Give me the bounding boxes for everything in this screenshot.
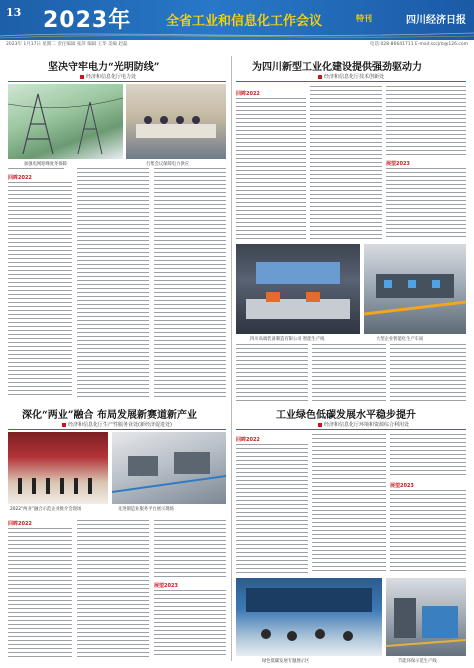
banner-special-label: 特刊 xyxy=(356,14,372,23)
article1-headline: 坚决守牢电力“光明防线” xyxy=(48,62,160,73)
article1-caption-right: 召集会议保障电力供应 xyxy=(146,162,189,167)
article4-byline-text: 经济和信息化厅环境和资源综合利用处 xyxy=(324,422,410,428)
article3-photo-left xyxy=(8,432,108,504)
article2-column2 xyxy=(310,86,382,240)
article1-rule xyxy=(8,81,226,82)
article3-caption-left: 2022“两业”融合示范企业推介会现场 xyxy=(10,507,82,512)
article3-byline-text: 经济和信息化厅生产性服务业处(新经济促进处) xyxy=(68,422,172,428)
article1-lead-text xyxy=(8,168,64,172)
article3-column3-top xyxy=(154,520,226,578)
article2-column5 xyxy=(312,344,386,402)
article3-photo-right xyxy=(112,432,226,504)
article1-photo-right xyxy=(126,84,226,159)
article2-column3-top xyxy=(386,86,466,156)
article1-column1 xyxy=(8,182,72,397)
production-hall-graphic xyxy=(112,432,226,504)
power-tower-graphic xyxy=(8,84,123,159)
article1-caption-left: 加强电网迎峰度冬保障 xyxy=(24,162,67,167)
article2-tag-left: 回眸2022 xyxy=(236,91,260,97)
workshop-graphic xyxy=(364,244,466,334)
article1-column2 xyxy=(77,168,149,397)
article4-caption-left: 绿色低碳发展专题展示区 xyxy=(262,659,310,664)
factory-line-graphic xyxy=(236,244,360,334)
article3-headline: 深化“两业”融合 布局发展新赛道新产业 xyxy=(22,410,197,421)
article2-caption-right: 大型企业智能化生产车间 xyxy=(376,337,424,342)
article3-column3-bottom xyxy=(154,590,226,658)
article4-caption-right: 节能环保示范生产线 xyxy=(398,659,437,664)
meeting-room-graphic xyxy=(126,84,226,159)
article1-column3 xyxy=(154,168,226,397)
banner-meeting-title: 全省工业和信息化工作会议 xyxy=(166,14,323,29)
byline-marker-icon xyxy=(62,423,66,427)
article3-rule xyxy=(8,429,226,430)
article2-photo-right xyxy=(364,244,466,334)
article2-byline-text: 经济和信息化厅技术创新处 xyxy=(324,74,385,80)
byline-marker-icon xyxy=(80,75,84,79)
article2-column3-bottom xyxy=(386,168,466,240)
article2-headline: 为四川新型工业化建设提供强劲驱动力 xyxy=(252,62,422,73)
byline-marker-icon xyxy=(318,423,322,427)
article2-column1 xyxy=(236,98,306,240)
banner-decor-lines xyxy=(0,30,474,40)
article1-photo-left xyxy=(8,84,123,159)
article3-column2 xyxy=(77,520,149,658)
article4-tag-left: 回眸2022 xyxy=(236,437,260,443)
page-number: 13 xyxy=(6,6,22,19)
article2-rule xyxy=(236,81,466,82)
article2-byline xyxy=(318,73,384,80)
article2-photo-left xyxy=(236,244,360,334)
masthead-banner xyxy=(0,0,474,40)
ceremony-stage-graphic xyxy=(8,432,108,504)
article4-column1 xyxy=(236,444,308,574)
column-divider-bottom xyxy=(231,406,232,661)
article2-column4 xyxy=(236,344,308,402)
article4-byline xyxy=(318,421,409,428)
column-divider-top xyxy=(231,56,232,406)
article4-column3-top xyxy=(390,434,466,478)
article1-byline xyxy=(80,73,136,80)
banner-year: 2023年 xyxy=(43,8,132,33)
byline-marker-icon xyxy=(318,75,322,79)
article1-tag: 回眸2022 xyxy=(8,175,32,181)
article4-tag-right: 展望2023 xyxy=(390,483,414,489)
article3-tag-left: 回眸2022 xyxy=(8,521,32,527)
article4-column3-bottom xyxy=(390,490,466,574)
exhibition-graphic xyxy=(236,578,382,656)
article2-column6 xyxy=(390,344,466,402)
article3-tag-right: 展望2023 xyxy=(154,583,178,589)
article3-byline xyxy=(62,421,172,428)
article4-photo-left xyxy=(236,578,382,656)
article4-rule xyxy=(236,429,466,430)
article4-column2 xyxy=(312,434,386,574)
article3-caption-right: 先进制造业服务平台展示现场 xyxy=(118,507,174,512)
issue-meta-left: 2023年 1月17日 星期二 责任编辑 张萍 编辑 王华 美编 赵磊 xyxy=(6,42,128,47)
article3-column1 xyxy=(8,528,72,658)
article4-headline: 工业绿色低碳发展水平稳步提升 xyxy=(276,410,416,421)
article2-tag-right: 展望2023 xyxy=(386,161,410,167)
article2-caption-left: 四川高端装备制造有限公司 智能生产线 xyxy=(250,337,325,342)
machinery-graphic xyxy=(386,578,466,656)
article1-byline-text: 经济和信息化厅电力处 xyxy=(86,74,137,80)
newspaper-logo: 四川经济日报 xyxy=(406,15,466,26)
issue-meta-right: 电话:028-86641711 E-mail:sccjrb@126.com xyxy=(369,42,468,47)
article4-photo-right xyxy=(386,578,466,656)
